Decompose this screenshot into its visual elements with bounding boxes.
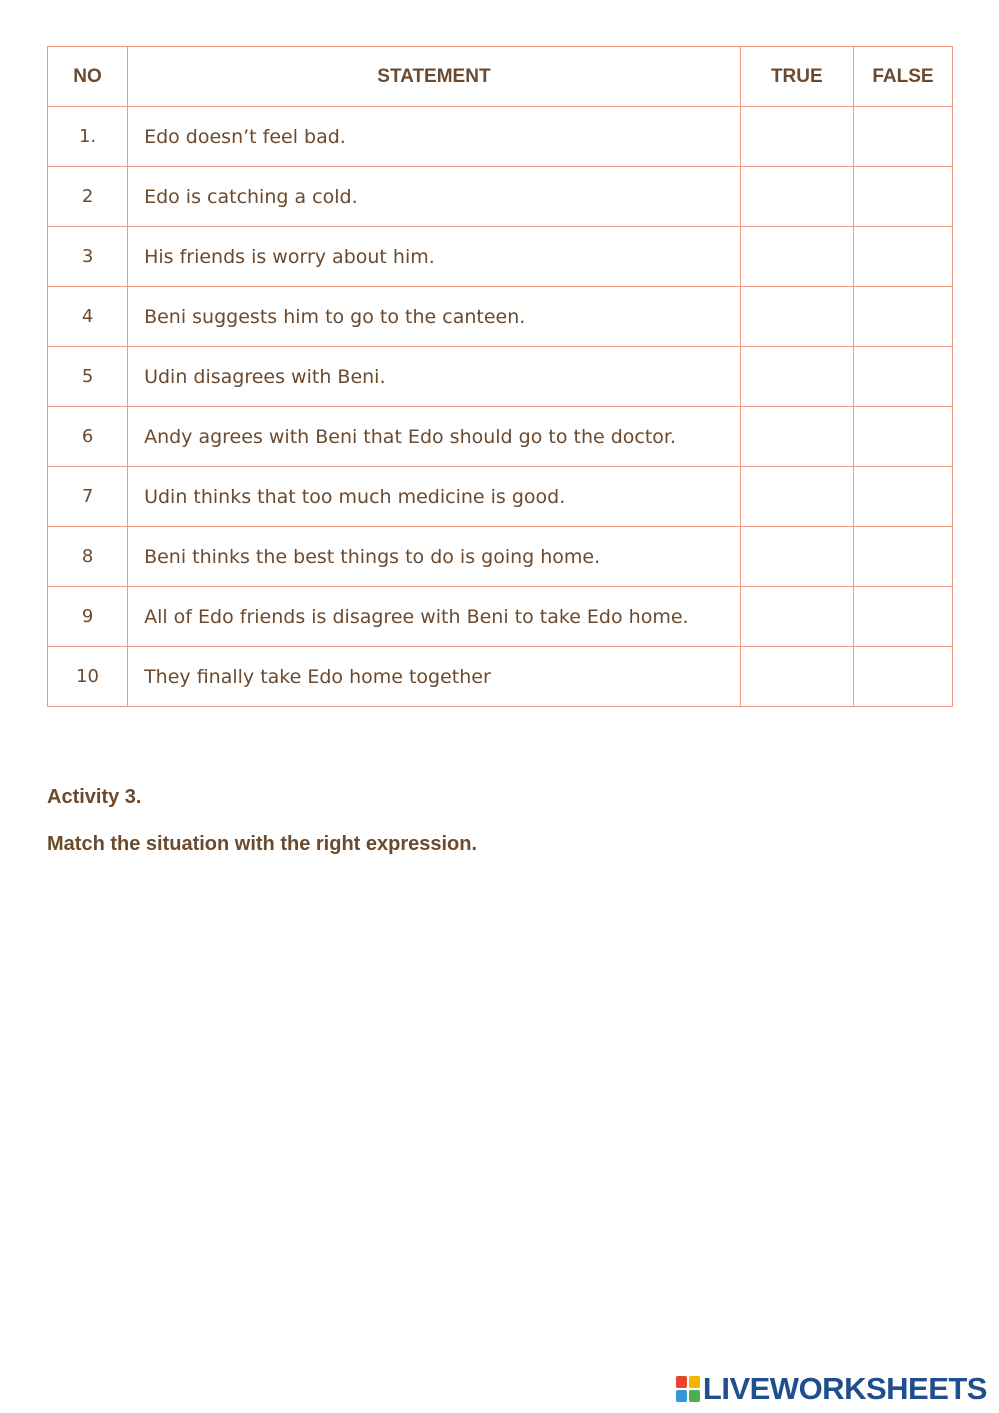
table-row <box>48 107 953 167</box>
table-row <box>48 287 953 347</box>
statement-text: All of Edo friends is disagree with Beni to take Edo home. <box>128 587 741 647</box>
statement-text: Beni suggests him to go to the canteen. <box>128 287 741 347</box>
false-answer-cell[interactable] <box>853 467 952 527</box>
false-answer-cell[interactable] <box>853 347 952 407</box>
row-number: 9 <box>48 587 128 647</box>
logo-square <box>689 1376 700 1388</box>
row-number: 3 <box>48 227 128 287</box>
statement-text: Udin disagrees with Beni. <box>128 347 741 407</box>
table-row <box>48 407 953 467</box>
statement-text: Udin thinks that too much medicine is good. <box>128 467 741 527</box>
header-statement: STATEMENT <box>128 47 741 107</box>
true-answer-cell[interactable] <box>740 107 853 167</box>
logo-square <box>676 1390 687 1402</box>
table-row <box>48 587 953 647</box>
false-answer-cell[interactable] <box>853 167 952 227</box>
statement-text: His friends is worry about him. <box>128 227 741 287</box>
table-row <box>48 167 953 227</box>
header-true: TRUE <box>740 47 853 107</box>
activity-instruction: Match the situation with the right expression. <box>47 833 478 855</box>
statement-text: Andy agrees with Beni that Edo should go to the doctor. <box>128 407 741 467</box>
row-number: 4 <box>48 287 128 347</box>
row-number: 10 <box>48 647 128 707</box>
true-answer-cell[interactable] <box>740 527 853 587</box>
table-row <box>48 227 953 287</box>
statement-text: Beni thinks the best things to do is going home. <box>128 527 741 587</box>
row-number: 6 <box>48 407 128 467</box>
true-answer-cell[interactable] <box>740 467 853 527</box>
table-header-row <box>48 47 953 107</box>
logo-square <box>676 1376 687 1388</box>
row-number: 5 <box>48 347 128 407</box>
table-row <box>48 647 953 707</box>
row-number: 7 <box>48 467 128 527</box>
false-answer-cell[interactable] <box>853 647 952 707</box>
true-answer-cell[interactable] <box>740 587 853 647</box>
row-number: 8 <box>48 527 128 587</box>
true-answer-cell[interactable] <box>740 407 853 467</box>
brand-watermark[interactable] <box>676 1372 987 1406</box>
true-false-table <box>47 46 953 707</box>
table-row <box>48 527 953 587</box>
true-answer-cell[interactable] <box>740 347 853 407</box>
false-answer-cell[interactable] <box>853 527 952 587</box>
brand-name: LIVEWORKSHEETS <box>702 1371 987 1406</box>
true-answer-cell[interactable] <box>740 287 853 347</box>
false-answer-cell[interactable] <box>853 227 952 287</box>
false-answer-cell[interactable] <box>853 407 952 467</box>
true-answer-cell[interactable] <box>740 227 853 287</box>
activity-title: Activity 3. <box>47 786 142 808</box>
table-row <box>48 347 953 407</box>
liveworksheets-logo-icon <box>676 1376 700 1402</box>
row-number: 2 <box>48 167 128 227</box>
true-answer-cell[interactable] <box>740 167 853 227</box>
statement-text: Edo doesn’t feel bad. <box>128 107 741 167</box>
false-answer-cell[interactable] <box>853 587 952 647</box>
header-no: NO <box>48 47 128 107</box>
header-false: FALSE <box>853 47 952 107</box>
table-row <box>48 467 953 527</box>
statement-text: They finally take Edo home together <box>128 647 741 707</box>
false-answer-cell[interactable] <box>853 107 952 167</box>
statement-text: Edo is catching a cold. <box>128 167 741 227</box>
false-answer-cell[interactable] <box>853 287 952 347</box>
row-number: 1. <box>48 107 128 167</box>
logo-square <box>689 1390 700 1402</box>
true-answer-cell[interactable] <box>740 647 853 707</box>
